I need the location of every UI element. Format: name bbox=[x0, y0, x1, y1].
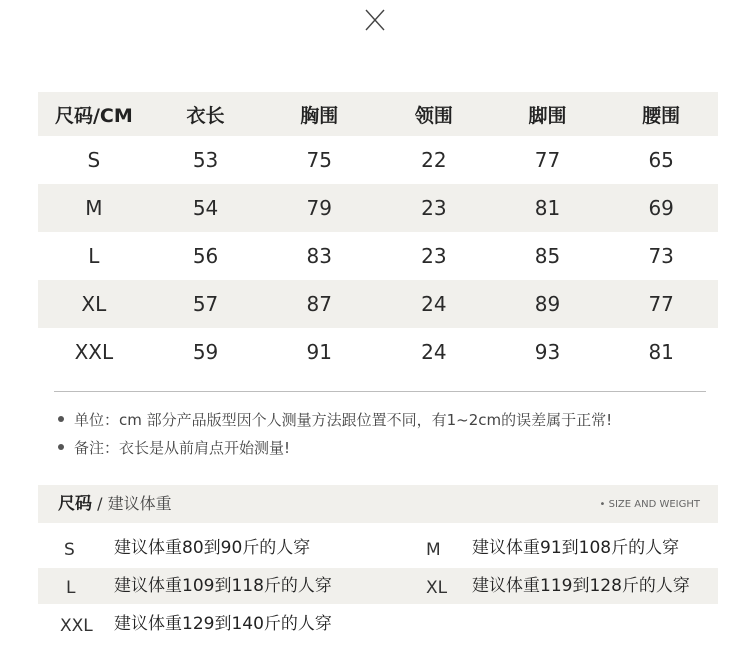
table-cell: 85 bbox=[534, 244, 561, 268]
table-cell: 81 bbox=[534, 196, 561, 220]
table-row bbox=[38, 184, 718, 232]
weight-row bbox=[38, 568, 718, 604]
table-cell: 54 bbox=[192, 196, 219, 220]
table-cell: L bbox=[88, 244, 100, 268]
table-cell: 23 bbox=[421, 196, 447, 220]
weight-text: 建议体重129到140斤的人穿 bbox=[114, 614, 332, 634]
table-header-row bbox=[38, 92, 718, 136]
title-bold: 尺码 bbox=[58, 494, 92, 514]
table-cell: 23 bbox=[421, 244, 447, 268]
table-cell: 53 bbox=[192, 148, 219, 172]
header-hem: 脚围 bbox=[528, 104, 567, 127]
weight-size: S bbox=[64, 540, 75, 560]
weight-row bbox=[38, 530, 718, 566]
note-unit bbox=[58, 406, 612, 434]
table-cell: 22 bbox=[421, 148, 447, 172]
weight-size: XL bbox=[426, 578, 448, 598]
table-cell: 24 bbox=[421, 340, 447, 364]
table-cell: 56 bbox=[192, 244, 219, 268]
weight-text: 建议体重91到108斤的人穿 bbox=[472, 538, 680, 558]
weight-section-header bbox=[38, 485, 718, 523]
table-cell: 83 bbox=[306, 244, 332, 268]
header-chest: 胸围 bbox=[300, 104, 339, 127]
weight-text: 建议体重109到118斤的人穿 bbox=[114, 576, 332, 596]
table-cell: 57 bbox=[192, 292, 219, 316]
close-icon[interactable] bbox=[364, 8, 386, 32]
table-cell: 59 bbox=[192, 340, 219, 364]
bullet-icon bbox=[58, 444, 64, 450]
table-cell: S bbox=[87, 148, 101, 172]
header-waist: 腰围 bbox=[642, 104, 681, 127]
weight-size: M bbox=[426, 540, 441, 560]
table-cell: 77 bbox=[534, 148, 561, 172]
weight-size: XXL bbox=[60, 616, 93, 636]
weight-text: 建议体重80到90斤的人穿 bbox=[114, 538, 311, 558]
title-separator: / bbox=[97, 494, 103, 513]
header-neck: 领围 bbox=[414, 104, 453, 127]
table-cell: XL bbox=[81, 292, 107, 316]
table-cell: M bbox=[85, 196, 103, 220]
notes bbox=[58, 406, 612, 462]
table-cell: 65 bbox=[648, 148, 674, 172]
table-cell: 77 bbox=[648, 292, 674, 316]
table-row bbox=[38, 136, 718, 184]
table-cell: 79 bbox=[306, 196, 332, 220]
table-cell: 89 bbox=[534, 292, 561, 316]
table-cell: 87 bbox=[306, 292, 332, 316]
size-chart-table bbox=[38, 92, 718, 376]
table-cell: 75 bbox=[306, 148, 332, 172]
table-cell: XXL bbox=[74, 340, 114, 364]
table-row bbox=[38, 232, 718, 280]
table-cell: 24 bbox=[421, 292, 447, 316]
table-cell: 69 bbox=[648, 196, 674, 220]
note-remark bbox=[58, 434, 612, 462]
weight-row bbox=[38, 606, 718, 642]
header-size: 尺码/CM bbox=[54, 104, 133, 127]
table-cell: 93 bbox=[534, 340, 561, 364]
bullet-icon bbox=[58, 416, 64, 422]
weight-size: L bbox=[66, 578, 76, 598]
header-length: 衣长 bbox=[186, 104, 225, 127]
table-cell: 81 bbox=[648, 340, 674, 364]
note-text: 备注：衣长是从前肩点开始测量! bbox=[74, 439, 291, 457]
title-text: 建议体重 bbox=[107, 494, 172, 513]
section-tag: • SIZE AND WEIGHT bbox=[599, 499, 700, 510]
table-row bbox=[38, 328, 718, 376]
table-cell: 73 bbox=[648, 244, 674, 268]
table-cell: 91 bbox=[306, 340, 332, 364]
table-row bbox=[38, 280, 718, 328]
weight-text: 建议体重119到128斤的人穿 bbox=[472, 576, 690, 596]
divider bbox=[54, 391, 706, 392]
weight-section-title bbox=[58, 485, 172, 523]
note-text: 单位：cm 部分产品版型因个人测量方法跟位置不同，有1~2cm的误差属于正常! bbox=[74, 411, 613, 429]
